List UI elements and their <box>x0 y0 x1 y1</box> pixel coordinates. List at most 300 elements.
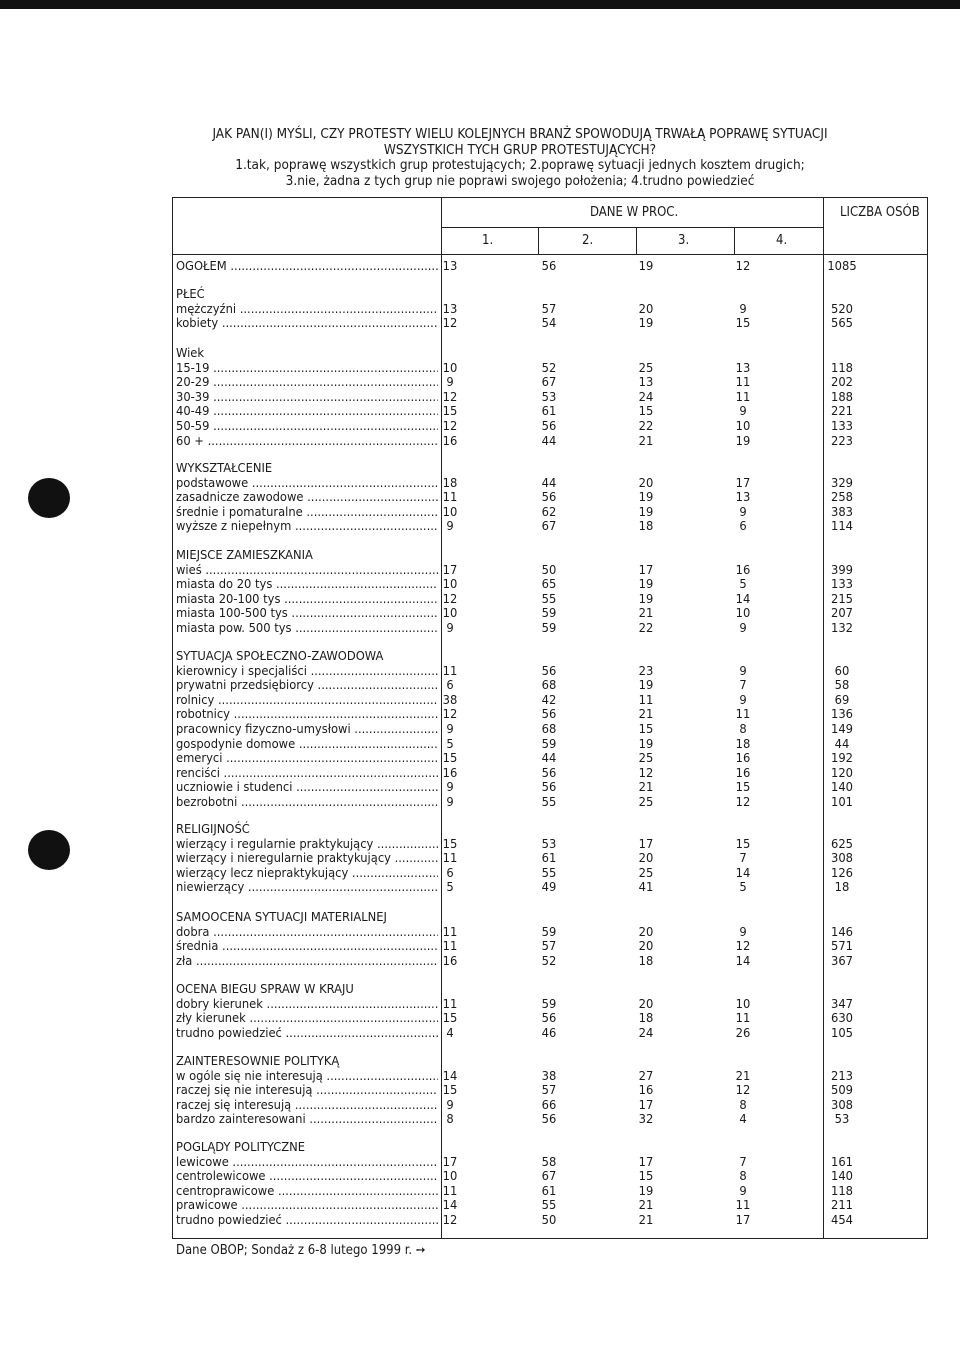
cell-count: 146 <box>831 924 853 940</box>
row-label: pracownicy fizyczno-umysłowi ..... <box>176 723 438 738</box>
cell-col-1: 9 <box>446 795 454 810</box>
cell-col-2: 56 <box>541 490 557 506</box>
cell-col-2: 55 <box>541 865 557 881</box>
section-title: WYKSZTAŁCENIE <box>176 461 273 476</box>
cell-col-3: 15 <box>638 404 654 420</box>
cell-col-2: 55 <box>541 795 557 810</box>
row-label: dobra ..... <box>176 926 438 941</box>
table-row <box>176 723 928 738</box>
row-label: uczniowie i studenci ..... <box>176 781 438 796</box>
cell-col-2: 62 <box>541 504 557 520</box>
cell-col-2: 61 <box>541 1183 557 1199</box>
cell-col-1: 12 <box>442 419 458 434</box>
table-row <box>176 260 928 275</box>
row-label: 20-29 ..... <box>176 376 438 391</box>
cell-col-4: 8 <box>739 722 747 737</box>
cell-col-1: 11 <box>442 1183 458 1199</box>
section-title: POGLĄDY POLITYCZNE <box>176 1140 306 1155</box>
table-row <box>176 1027 928 1042</box>
cell-col-4: 16 <box>735 765 751 781</box>
table-row <box>176 679 928 694</box>
cell-col-1: 9 <box>446 375 454 391</box>
cell-count: 120 <box>831 765 853 781</box>
cell-col-2: 59 <box>541 606 557 622</box>
cell-count: 329 <box>831 475 853 491</box>
table-row <box>176 998 928 1013</box>
punch-hole-2 <box>28 830 70 870</box>
cell-col-2: 67 <box>541 375 557 391</box>
cell-count: 215 <box>831 591 853 607</box>
cell-col-3: 22 <box>638 621 654 636</box>
row-label: w ogóle się nie interesują ..... <box>176 1070 438 1085</box>
cell-col-2: 56 <box>541 765 557 781</box>
cell-col-4: 10 <box>735 606 751 622</box>
cell-col-4: 7 <box>739 851 747 867</box>
cell-col-4: 11 <box>735 707 751 723</box>
cell-col-1: 14 <box>442 1068 458 1084</box>
row-label: zasadnicze zawodowe ..... <box>176 491 438 506</box>
row-label: renciści ..... <box>176 767 438 782</box>
row-label: wierzący i nieregularnie praktykujący ..... <box>176 852 438 867</box>
section-title: SYTUACJA SPOŁECZNO-ZAWODOWA <box>176 649 384 664</box>
cell-col-2: 44 <box>541 433 557 449</box>
header-col-3: 3. <box>678 233 690 248</box>
section-title: PŁEĆ <box>176 287 205 302</box>
cell-col-1: 12 <box>442 389 458 405</box>
cell-col-2: 50 <box>541 562 557 578</box>
row-label: emeryci ..... <box>176 752 438 767</box>
table-row <box>176 708 928 723</box>
cell-col-4: 8 <box>739 1097 747 1113</box>
cell-col-2: 65 <box>541 577 557 593</box>
cell-col-1: 15 <box>442 1083 458 1099</box>
col-rule-1 <box>538 227 539 254</box>
cell-col-1: 12 <box>442 591 458 607</box>
cell-count: 69 <box>834 692 850 708</box>
cell-col-1: 14 <box>442 1198 458 1214</box>
cell-col-3: 21 <box>638 707 654 723</box>
table-row <box>176 796 928 811</box>
cell-col-1: 10 <box>442 577 458 593</box>
cell-col-1: 9 <box>446 722 454 737</box>
cell-count: 133 <box>831 419 853 434</box>
cell-col-1: 15 <box>442 1011 458 1027</box>
cell-col-4: 7 <box>739 678 747 694</box>
row-label: dobry kierunek ..... <box>176 998 438 1013</box>
cell-col-3: 19 <box>638 504 654 520</box>
cell-col-2: 58 <box>541 1154 557 1170</box>
row-label: średnie i pomaturalne ..... <box>176 506 438 521</box>
cell-col-2: 56 <box>541 780 557 796</box>
cell-col-1: 5 <box>446 880 454 896</box>
cell-col-2: 56 <box>541 663 557 679</box>
cell-col-2: 68 <box>541 678 557 694</box>
cell-col-1: 9 <box>446 519 454 535</box>
table-row <box>176 738 928 753</box>
cell-col-1: 4 <box>446 1025 454 1041</box>
cell-count: 132 <box>831 621 853 636</box>
cell-col-2: 67 <box>541 519 557 535</box>
row-label: zły kierunek ..... <box>176 1012 438 1027</box>
table-row <box>176 852 928 867</box>
table-row <box>176 955 928 970</box>
cell-col-4: 9 <box>739 301 747 317</box>
cell-col-2: 54 <box>541 316 557 332</box>
cell-count: 118 <box>831 360 853 376</box>
table-row <box>176 303 928 318</box>
cell-col-2: 66 <box>541 1097 557 1113</box>
cell-col-3: 19 <box>638 1183 654 1199</box>
table-row <box>176 564 928 579</box>
cell-col-1: 9 <box>446 621 454 636</box>
cell-count: 258 <box>831 490 853 506</box>
row-label: trudno powiedzieć ..... <box>176 1214 438 1229</box>
cell-col-3: 21 <box>638 780 654 796</box>
row-label: 30-39 ..... <box>176 391 438 406</box>
cell-col-1: 10 <box>442 504 458 520</box>
cell-col-2: 44 <box>541 751 557 767</box>
cell-col-2: 50 <box>541 1213 557 1228</box>
cell-col-3: 20 <box>638 475 654 491</box>
cell-col-4: 11 <box>735 389 751 405</box>
cell-col-2: 61 <box>541 851 557 867</box>
cell-col-4: 14 <box>735 591 751 607</box>
table-row <box>176 1070 928 1085</box>
cell-col-2: 49 <box>541 880 557 896</box>
cell-count: 161 <box>831 1154 853 1170</box>
cell-count: 114 <box>831 519 853 535</box>
cell-col-1: 13 <box>442 259 458 274</box>
cell-col-1: 11 <box>442 851 458 867</box>
row-label: kobiety ..... <box>176 317 438 332</box>
cell-col-4: 17 <box>735 475 751 491</box>
row-label: miasta pow. 500 tys ..... <box>176 622 438 637</box>
table-row <box>176 491 928 506</box>
cell-col-4: 9 <box>739 924 747 940</box>
cell-col-1: 12 <box>442 1213 458 1228</box>
table-row <box>176 622 928 637</box>
cell-col-2: 53 <box>541 389 557 405</box>
cell-col-3: 32 <box>638 1112 654 1128</box>
question-title <box>170 127 870 189</box>
table-row <box>176 1199 928 1214</box>
cell-col-3: 25 <box>638 751 654 767</box>
cell-col-3: 25 <box>638 865 654 881</box>
cell-col-3: 13 <box>638 375 654 391</box>
table-row <box>176 391 928 406</box>
cell-count: 53 <box>834 1112 850 1128</box>
cell-col-4: 10 <box>735 419 751 434</box>
table-row <box>176 1156 928 1171</box>
cell-col-2: 59 <box>541 924 557 940</box>
cell-col-3: 18 <box>638 1011 654 1027</box>
cell-col-1: 16 <box>442 433 458 449</box>
section-title: ZAINTERESOWNIE POLITYKĄ <box>176 1054 340 1069</box>
cell-col-4: 5 <box>739 577 747 593</box>
table-row <box>176 940 928 955</box>
cell-col-1: 11 <box>442 490 458 506</box>
cell-count: 565 <box>831 316 853 332</box>
cell-count: 192 <box>831 751 853 767</box>
cell-count: 367 <box>831 953 853 969</box>
cell-col-3: 17 <box>638 1097 654 1113</box>
cell-col-4: 13 <box>735 360 751 376</box>
cell-col-3: 12 <box>638 765 654 781</box>
scan-top-border <box>0 0 960 9</box>
header-col-2: 2. <box>582 233 594 248</box>
cell-col-4: 11 <box>735 375 751 391</box>
cell-col-3: 15 <box>638 1169 654 1185</box>
header-divider <box>441 227 823 228</box>
title-line-3: 1.tak, poprawę wszystkich grup protestujących; 2.poprawę sytuacji jednych kosztem drugich; <box>235 157 805 173</box>
cell-count: 133 <box>831 577 853 593</box>
cell-count: 188 <box>831 389 853 405</box>
cell-count: 213 <box>831 1068 853 1084</box>
cell-col-3: 25 <box>638 795 654 810</box>
header-col-1: 1. <box>482 233 494 248</box>
cell-col-3: 21 <box>638 1198 654 1214</box>
footer-source: Dane OBOP; Sondaż z 6-8 lutego 1999 r. ➙ <box>176 1243 426 1258</box>
header-liczba: LICZBA OSÓB <box>840 205 920 220</box>
header-col-4: 4. <box>776 233 788 248</box>
cell-col-3: 18 <box>638 519 654 535</box>
row-label: raczej się nie interesują ..... <box>176 1084 438 1099</box>
row-label: prawicowe ..... <box>176 1199 438 1214</box>
cell-col-3: 20 <box>638 851 654 867</box>
cell-count: 207 <box>831 606 853 622</box>
cell-count: 202 <box>831 375 853 391</box>
cell-col-1: 18 <box>442 475 458 491</box>
table-row <box>176 607 928 622</box>
cell-col-3: 41 <box>638 880 654 896</box>
cell-col-4: 7 <box>739 1154 747 1170</box>
cell-col-2: 61 <box>541 404 557 420</box>
cell-col-2: 42 <box>541 692 557 708</box>
cell-col-2: 67 <box>541 1169 557 1185</box>
cell-col-3: 19 <box>638 577 654 593</box>
cell-col-4: 15 <box>735 316 751 332</box>
cell-col-1: 17 <box>442 562 458 578</box>
table-row <box>176 926 928 941</box>
cell-count: 399 <box>831 562 853 578</box>
cell-col-4: 16 <box>735 751 751 767</box>
cell-col-3: 20 <box>638 939 654 955</box>
cell-count: 223 <box>831 433 853 449</box>
cell-col-1: 10 <box>442 360 458 376</box>
table-row <box>176 1084 928 1099</box>
cell-col-1: 9 <box>446 1097 454 1113</box>
cell-col-4: 14 <box>735 953 751 969</box>
cell-col-1: 12 <box>442 316 458 332</box>
cell-col-2: 57 <box>541 1083 557 1099</box>
cell-count: 211 <box>831 1198 853 1214</box>
cell-col-4: 26 <box>735 1025 751 1041</box>
cell-col-3: 21 <box>638 433 654 449</box>
cell-col-3: 19 <box>638 678 654 694</box>
cell-col-2: 56 <box>541 707 557 723</box>
cell-col-4: 15 <box>735 780 751 796</box>
cell-col-4: 9 <box>739 404 747 420</box>
cell-col-3: 19 <box>638 490 654 506</box>
cell-col-4: 8 <box>739 1169 747 1185</box>
cell-col-2: 55 <box>541 1198 557 1214</box>
title-line-4: 3.nie, żadna z tych grup nie poprawi swojego położenia; 4.trudno powiedzieć <box>285 172 755 189</box>
table-row <box>176 767 928 782</box>
row-label: bardzo zainteresowani ..... <box>176 1113 438 1128</box>
cell-count: 140 <box>831 1169 853 1185</box>
table-row <box>176 838 928 853</box>
table-row <box>176 362 928 377</box>
table-row <box>176 781 928 796</box>
cell-col-3: 19 <box>638 316 654 332</box>
cell-col-4: 12 <box>735 259 751 274</box>
cell-count: 18 <box>834 880 850 896</box>
cell-count: 625 <box>831 836 853 852</box>
cell-count: 101 <box>831 795 853 810</box>
header-bottom-rule <box>172 254 928 255</box>
cell-col-1: 9 <box>446 780 454 796</box>
cell-col-2: 56 <box>541 1011 557 1027</box>
cell-count: 308 <box>831 851 853 867</box>
table-row <box>176 477 928 492</box>
cell-count: 140 <box>831 780 853 796</box>
cell-count: 60 <box>834 663 850 679</box>
cell-col-4: 9 <box>739 663 747 679</box>
table-row <box>176 405 928 420</box>
cell-col-3: 27 <box>638 1068 654 1084</box>
table-row <box>176 1113 928 1128</box>
cell-col-4: 15 <box>735 836 751 852</box>
cell-count: 149 <box>831 722 853 737</box>
row-label: rolnicy ..... <box>176 694 438 709</box>
table-row <box>176 317 928 332</box>
cell-col-3: 22 <box>638 419 654 434</box>
cell-col-1: 10 <box>442 606 458 622</box>
cell-col-4: 9 <box>739 621 747 636</box>
cell-col-3: 16 <box>638 1083 654 1099</box>
cell-count: 221 <box>831 404 853 420</box>
cell-col-1: 5 <box>446 736 454 752</box>
cell-col-3: 19 <box>638 259 654 274</box>
cell-col-3: 21 <box>638 1213 654 1228</box>
table-row <box>176 578 928 593</box>
cell-count: 454 <box>831 1213 853 1228</box>
cell-count: 630 <box>831 1011 853 1027</box>
table-row <box>176 420 928 435</box>
table-row <box>176 1099 928 1114</box>
section-title: SAMOOCENA SYTUACJI MATERIALNEJ <box>176 910 387 925</box>
cell-col-1: 10 <box>442 1169 458 1185</box>
table-row <box>176 593 928 608</box>
row-label: raczej się interesują ..... <box>176 1099 438 1114</box>
section-title: RELIGIJNOŚĆ <box>176 822 250 837</box>
cell-col-2: 52 <box>541 953 557 969</box>
cell-col-2: 56 <box>541 1112 557 1128</box>
cell-count: 383 <box>831 504 853 520</box>
table-row <box>176 1214 928 1229</box>
cell-col-2: 57 <box>541 301 557 317</box>
table-row <box>176 376 928 391</box>
cell-col-3: 17 <box>638 836 654 852</box>
row-label: wierzący i regularnie praktykujący ..... <box>176 838 438 853</box>
row-label: wieś ..... <box>176 564 438 579</box>
row-label: bezrobotni ..... <box>176 796 438 811</box>
section-title: Wiek <box>176 346 205 361</box>
cell-col-1: 15 <box>442 751 458 767</box>
cell-col-2: 53 <box>541 836 557 852</box>
cell-col-3: 21 <box>638 606 654 622</box>
row-label: centroprawicowe ..... <box>176 1185 438 1200</box>
cell-col-4: 9 <box>739 504 747 520</box>
cell-col-1: 13 <box>442 301 458 317</box>
header-dane: DANE W PROC. <box>590 205 679 220</box>
cell-col-4: 11 <box>735 1198 751 1214</box>
cell-col-4: 16 <box>735 562 751 578</box>
cell-col-3: 20 <box>638 301 654 317</box>
cell-count: 105 <box>831 1025 853 1041</box>
cell-col-2: 59 <box>541 621 557 636</box>
cell-col-1: 11 <box>442 924 458 940</box>
table-row <box>176 881 928 896</box>
cell-col-1: 16 <box>442 953 458 969</box>
row-label: OGÓŁEM ..... <box>176 260 438 275</box>
cell-col-3: 24 <box>638 389 654 405</box>
cell-col-2: 57 <box>541 939 557 955</box>
row-label: kierownicy i specjaliści ..... <box>176 665 438 680</box>
cell-count: 308 <box>831 1097 853 1113</box>
cell-col-2: 56 <box>541 419 557 434</box>
row-label: centrolewicowe ..... <box>176 1170 438 1185</box>
cell-col-3: 20 <box>638 924 654 940</box>
cell-col-4: 12 <box>735 939 751 955</box>
cell-col-3: 17 <box>638 562 654 578</box>
row-label: trudno powiedzieć ..... <box>176 1027 438 1042</box>
cell-col-3: 17 <box>638 1154 654 1170</box>
cell-col-1: 11 <box>442 996 458 1012</box>
cell-col-3: 18 <box>638 953 654 969</box>
row-label: miasta 20-100 tys ..... <box>176 593 438 608</box>
title-line-1: JAK PAN(I) MYŚLI, CZY PROTESTY WIELU KOLEJNYCH BRANŻ SPOWODUJĄ TRWAŁĄ POPRAWĘ SYTUACJI <box>212 126 828 142</box>
cell-count: 571 <box>831 939 853 955</box>
table-row <box>176 520 928 535</box>
cell-col-3: 19 <box>638 591 654 607</box>
row-label: 50-59 ..... <box>176 420 438 435</box>
cell-col-4: 14 <box>735 865 751 881</box>
cell-col-2: 38 <box>541 1068 557 1084</box>
cell-col-4: 11 <box>735 1011 751 1027</box>
cell-count: 1085 <box>827 259 857 274</box>
cell-col-3: 23 <box>638 663 654 679</box>
row-label: wierzący lecz niepraktykujący ..... <box>176 867 438 882</box>
table-row <box>176 1185 928 1200</box>
cell-count: 347 <box>831 996 853 1012</box>
row-label: 15-19 ..... <box>176 362 438 377</box>
cell-count: 509 <box>831 1083 853 1099</box>
row-label: zła ..... <box>176 955 438 970</box>
row-label: prywatni przedsiębiorcy ..... <box>176 679 438 694</box>
cell-count: 44 <box>834 736 850 752</box>
title-line-2: WSZYSTKICH TYCH GRUP PROTESTUJĄCYCH? <box>383 141 657 158</box>
col-rule-3 <box>734 227 735 254</box>
cell-col-2: 59 <box>541 996 557 1012</box>
cell-col-4: 12 <box>735 1083 751 1099</box>
punch-hole-1 <box>28 478 70 518</box>
cell-col-1: 12 <box>442 707 458 723</box>
cell-col-4: 19 <box>735 433 751 449</box>
row-label: robotnicy ..... <box>176 708 438 723</box>
cell-col-1: 11 <box>442 939 458 955</box>
cell-col-1: 38 <box>442 692 458 708</box>
